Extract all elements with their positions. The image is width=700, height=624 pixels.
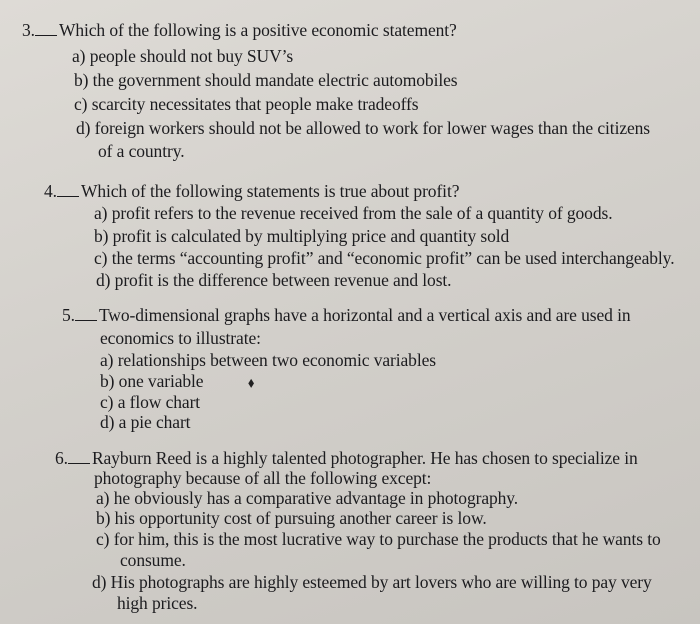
- option-b: [74, 70, 458, 90]
- option-b: [94, 226, 509, 246]
- option-d: [96, 270, 451, 290]
- option-text: profit is the difference between revenue and lost.: [114, 270, 452, 290]
- option-a: [94, 203, 612, 223]
- option-text: a flow chart: [117, 392, 201, 412]
- option-text: one variable: [118, 371, 204, 391]
- question-stem-line: Rayburn Reed is a highly talented photographer. He has chosen to specialize in: [91, 448, 638, 468]
- option-c: [100, 392, 200, 412]
- option-c: [96, 529, 661, 549]
- option-letter: a): [100, 350, 114, 370]
- option-letter: b): [74, 70, 89, 90]
- option-letter: b): [100, 371, 115, 391]
- option-text: His photographs are highly esteemed by art lovers who are willing to pay very: [110, 572, 652, 592]
- option-text: foreign workers should not be allowed to work for lower wages than the citizens: [94, 118, 651, 138]
- question-stem-line: Which of the following statements is true about profit?: [80, 181, 460, 201]
- option-b: [100, 371, 203, 391]
- option-text: scarcity necessitates that people make tradeoffs: [91, 94, 419, 114]
- option-text: the government should mandate electric automobiles: [92, 70, 458, 90]
- option-letter: a): [72, 46, 86, 66]
- option-a: [100, 350, 436, 370]
- option-letter: a): [94, 203, 108, 223]
- option-d: [76, 118, 650, 138]
- question-5-stem: [62, 305, 630, 325]
- option-letter: d): [96, 270, 111, 290]
- question-6-stem: [55, 448, 638, 468]
- option-d: [92, 572, 652, 592]
- question-number: 6.: [55, 448, 68, 468]
- option-text: relationships between two economic variables: [117, 350, 436, 370]
- option-d-continuation: of a country.: [98, 141, 185, 161]
- option-text: a pie chart: [118, 412, 191, 432]
- pencil-mark-icon: ⬧: [248, 376, 255, 391]
- option-letter: d): [76, 118, 91, 138]
- option-text: profit is calculated by multiplying price and quantity sold: [112, 226, 510, 246]
- answer-blank[interactable]: [68, 449, 90, 464]
- option-letter: b): [96, 508, 111, 528]
- question-number: 4.: [44, 181, 57, 201]
- question-number: 5.: [62, 305, 75, 325]
- option-text: his opportunity cost of pursuing another career is low.: [114, 508, 487, 528]
- option-letter: a): [96, 488, 110, 508]
- option-d: [100, 412, 190, 432]
- option-text: profit refers to the revenue received from the sale of a quantity of goods.: [111, 203, 613, 223]
- question-3-stem: [22, 20, 457, 40]
- option-letter: c): [100, 392, 114, 412]
- question-number: 3.: [22, 20, 35, 40]
- option-letter: d): [92, 572, 107, 592]
- answer-blank[interactable]: [57, 182, 79, 197]
- option-a: [96, 488, 518, 508]
- question-stem-line: Which of the following is a positive economic statement?: [58, 20, 457, 40]
- option-letter: c): [74, 94, 88, 114]
- answer-blank[interactable]: [75, 306, 97, 321]
- option-letter: d): [100, 412, 115, 432]
- option-text: the terms “accounting profit” and “economic profit” can be used interchangeably.: [111, 248, 675, 268]
- question-6-stem-continuation: photography because of all the following except:: [94, 468, 432, 488]
- option-letter: b): [94, 226, 109, 246]
- question-4-stem: [44, 181, 459, 201]
- option-c-continuation: consume.: [120, 550, 186, 570]
- option-text: for him, this is the most lucrative way to purchase the products that he wants to: [113, 529, 661, 549]
- question-5-stem-continuation: economics to illustrate:: [100, 328, 261, 348]
- option-d-continuation: high prices.: [117, 593, 198, 613]
- answer-blank[interactable]: [35, 21, 57, 36]
- option-c: [94, 248, 674, 268]
- question-stem-line: Two-dimensional graphs have a horizontal and a vertical axis and are used in: [98, 305, 631, 325]
- option-letter: c): [96, 529, 110, 549]
- option-b: [96, 508, 487, 528]
- option-text: people should not buy SUV’s: [89, 46, 294, 66]
- option-letter: c): [94, 248, 108, 268]
- option-text: he obviously has a comparative advantage in photography.: [113, 488, 519, 508]
- option-a: [72, 46, 293, 66]
- option-c: [74, 94, 418, 114]
